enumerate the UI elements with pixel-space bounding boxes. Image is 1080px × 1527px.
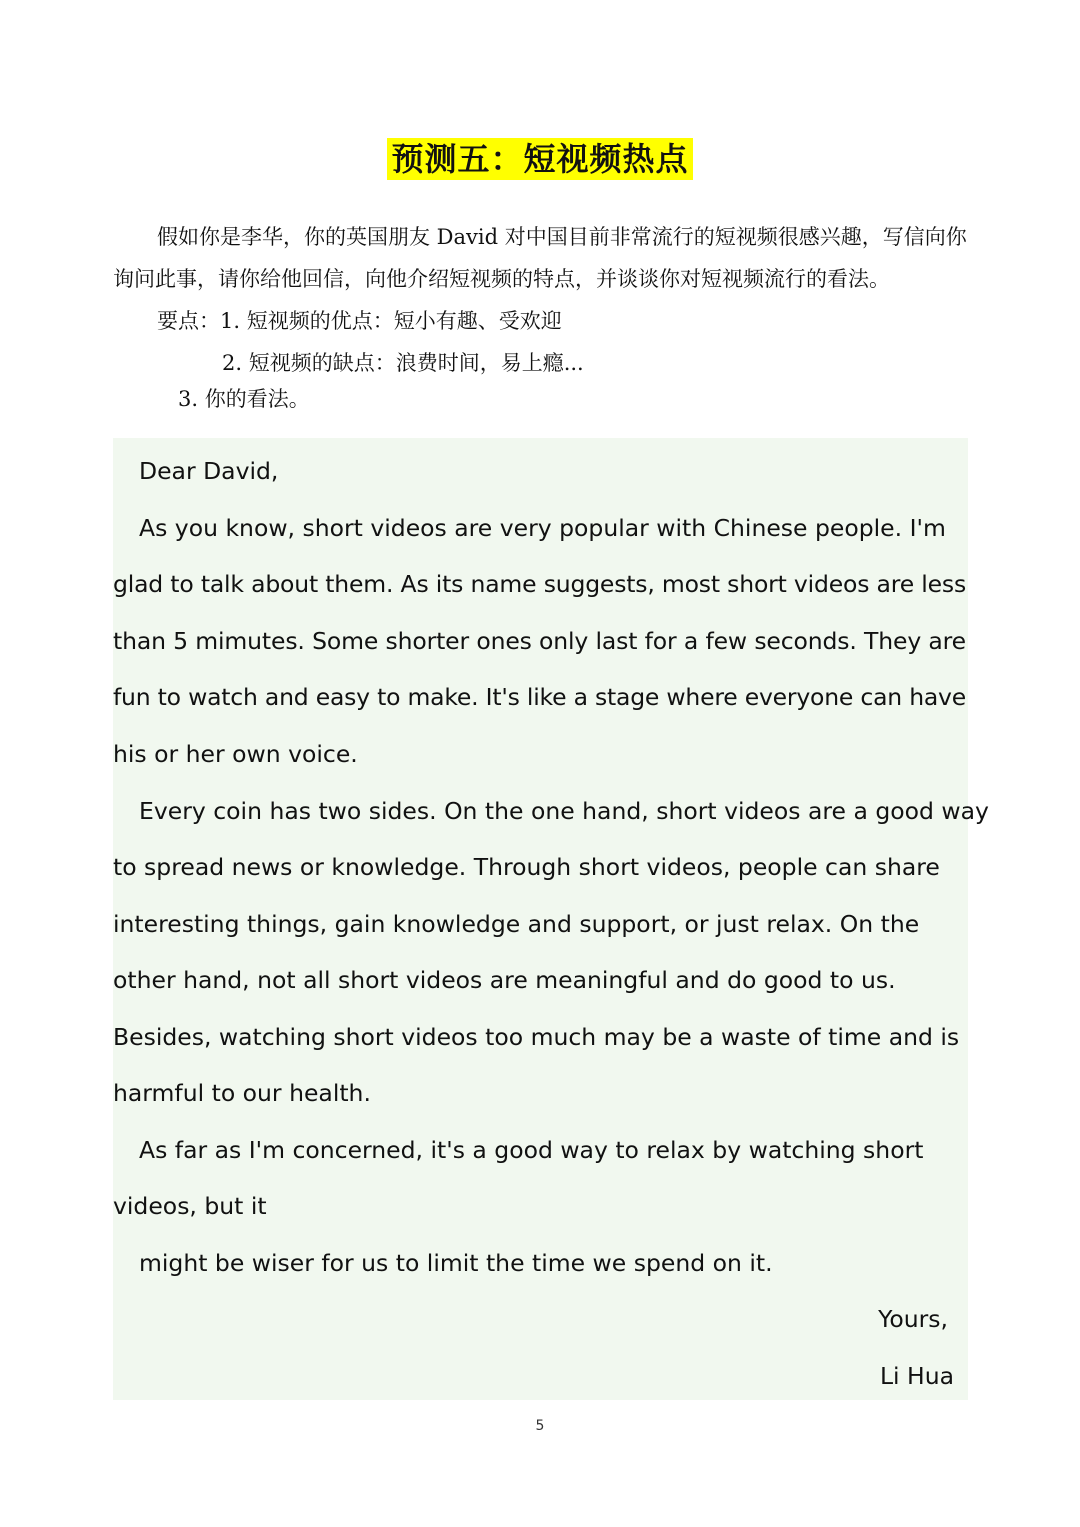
letter-line: As you know, short videos are very popular with Chinese people. I'm [139, 514, 946, 542]
letter-line: other hand, not all short videos are meaningful and do good to us. [113, 966, 896, 994]
letter-line: to spread news or knowledge. Through short videos, people can share [113, 853, 940, 881]
letter-signature: Li Hua [879, 1362, 954, 1390]
letter-greeting: Dear David, [139, 457, 279, 485]
letter-line: might be wiser for us to limit the time we spend on it. [139, 1249, 773, 1277]
title-container [0, 138, 1080, 180]
letter-line: glad to talk about them. As its name suggests, most short videos are less [113, 570, 966, 598]
letter-line: As far as I'm concerned, it's a good way to relax by watching short [139, 1136, 924, 1164]
page-title: 预测五：短视频热点 [387, 138, 692, 180]
letter-line: harmful to our health. [113, 1079, 371, 1107]
letter-line: interesting things, gain knowledge and support, or just relax. On the [113, 910, 920, 938]
letter-line: his or her own voice. [113, 740, 358, 768]
letter-line: videos, but it [113, 1192, 267, 1220]
page-number: 5 [535, 1418, 545, 1434]
letter-line: fun to watch and easy to make. It's like a stage where everyone can have [113, 683, 966, 711]
letter-line: Besides, watching short videos too much may be a waste of time and is [113, 1023, 960, 1051]
task-prompt: 假如你是李华，你的英国朋友 David 对中国目前非常流行的短视频很感兴趣，写信向你询问此事，请你给他回信，向他介绍短视频的特点，并谈谈你对短视频流行的看法。 [113, 225, 967, 291]
letter-line: Every coin has two sides. On the one hand, short videos are a good way [139, 797, 989, 825]
letter-line: than 5 mimutes. Some shorter ones only last for a few seconds. They are [113, 627, 966, 655]
key-point-2: 2. 短视频的缺点：浪费时间，易上瘾... [222, 351, 584, 375]
sample-letter [113, 438, 989, 1400]
key-point-3: 3. 你的看法。 [178, 387, 310, 411]
letter-closing: Yours, [878, 1305, 948, 1333]
key-point-1: 要点：1. 短视频的优点：短小有趣、受欢迎 [157, 309, 562, 333]
